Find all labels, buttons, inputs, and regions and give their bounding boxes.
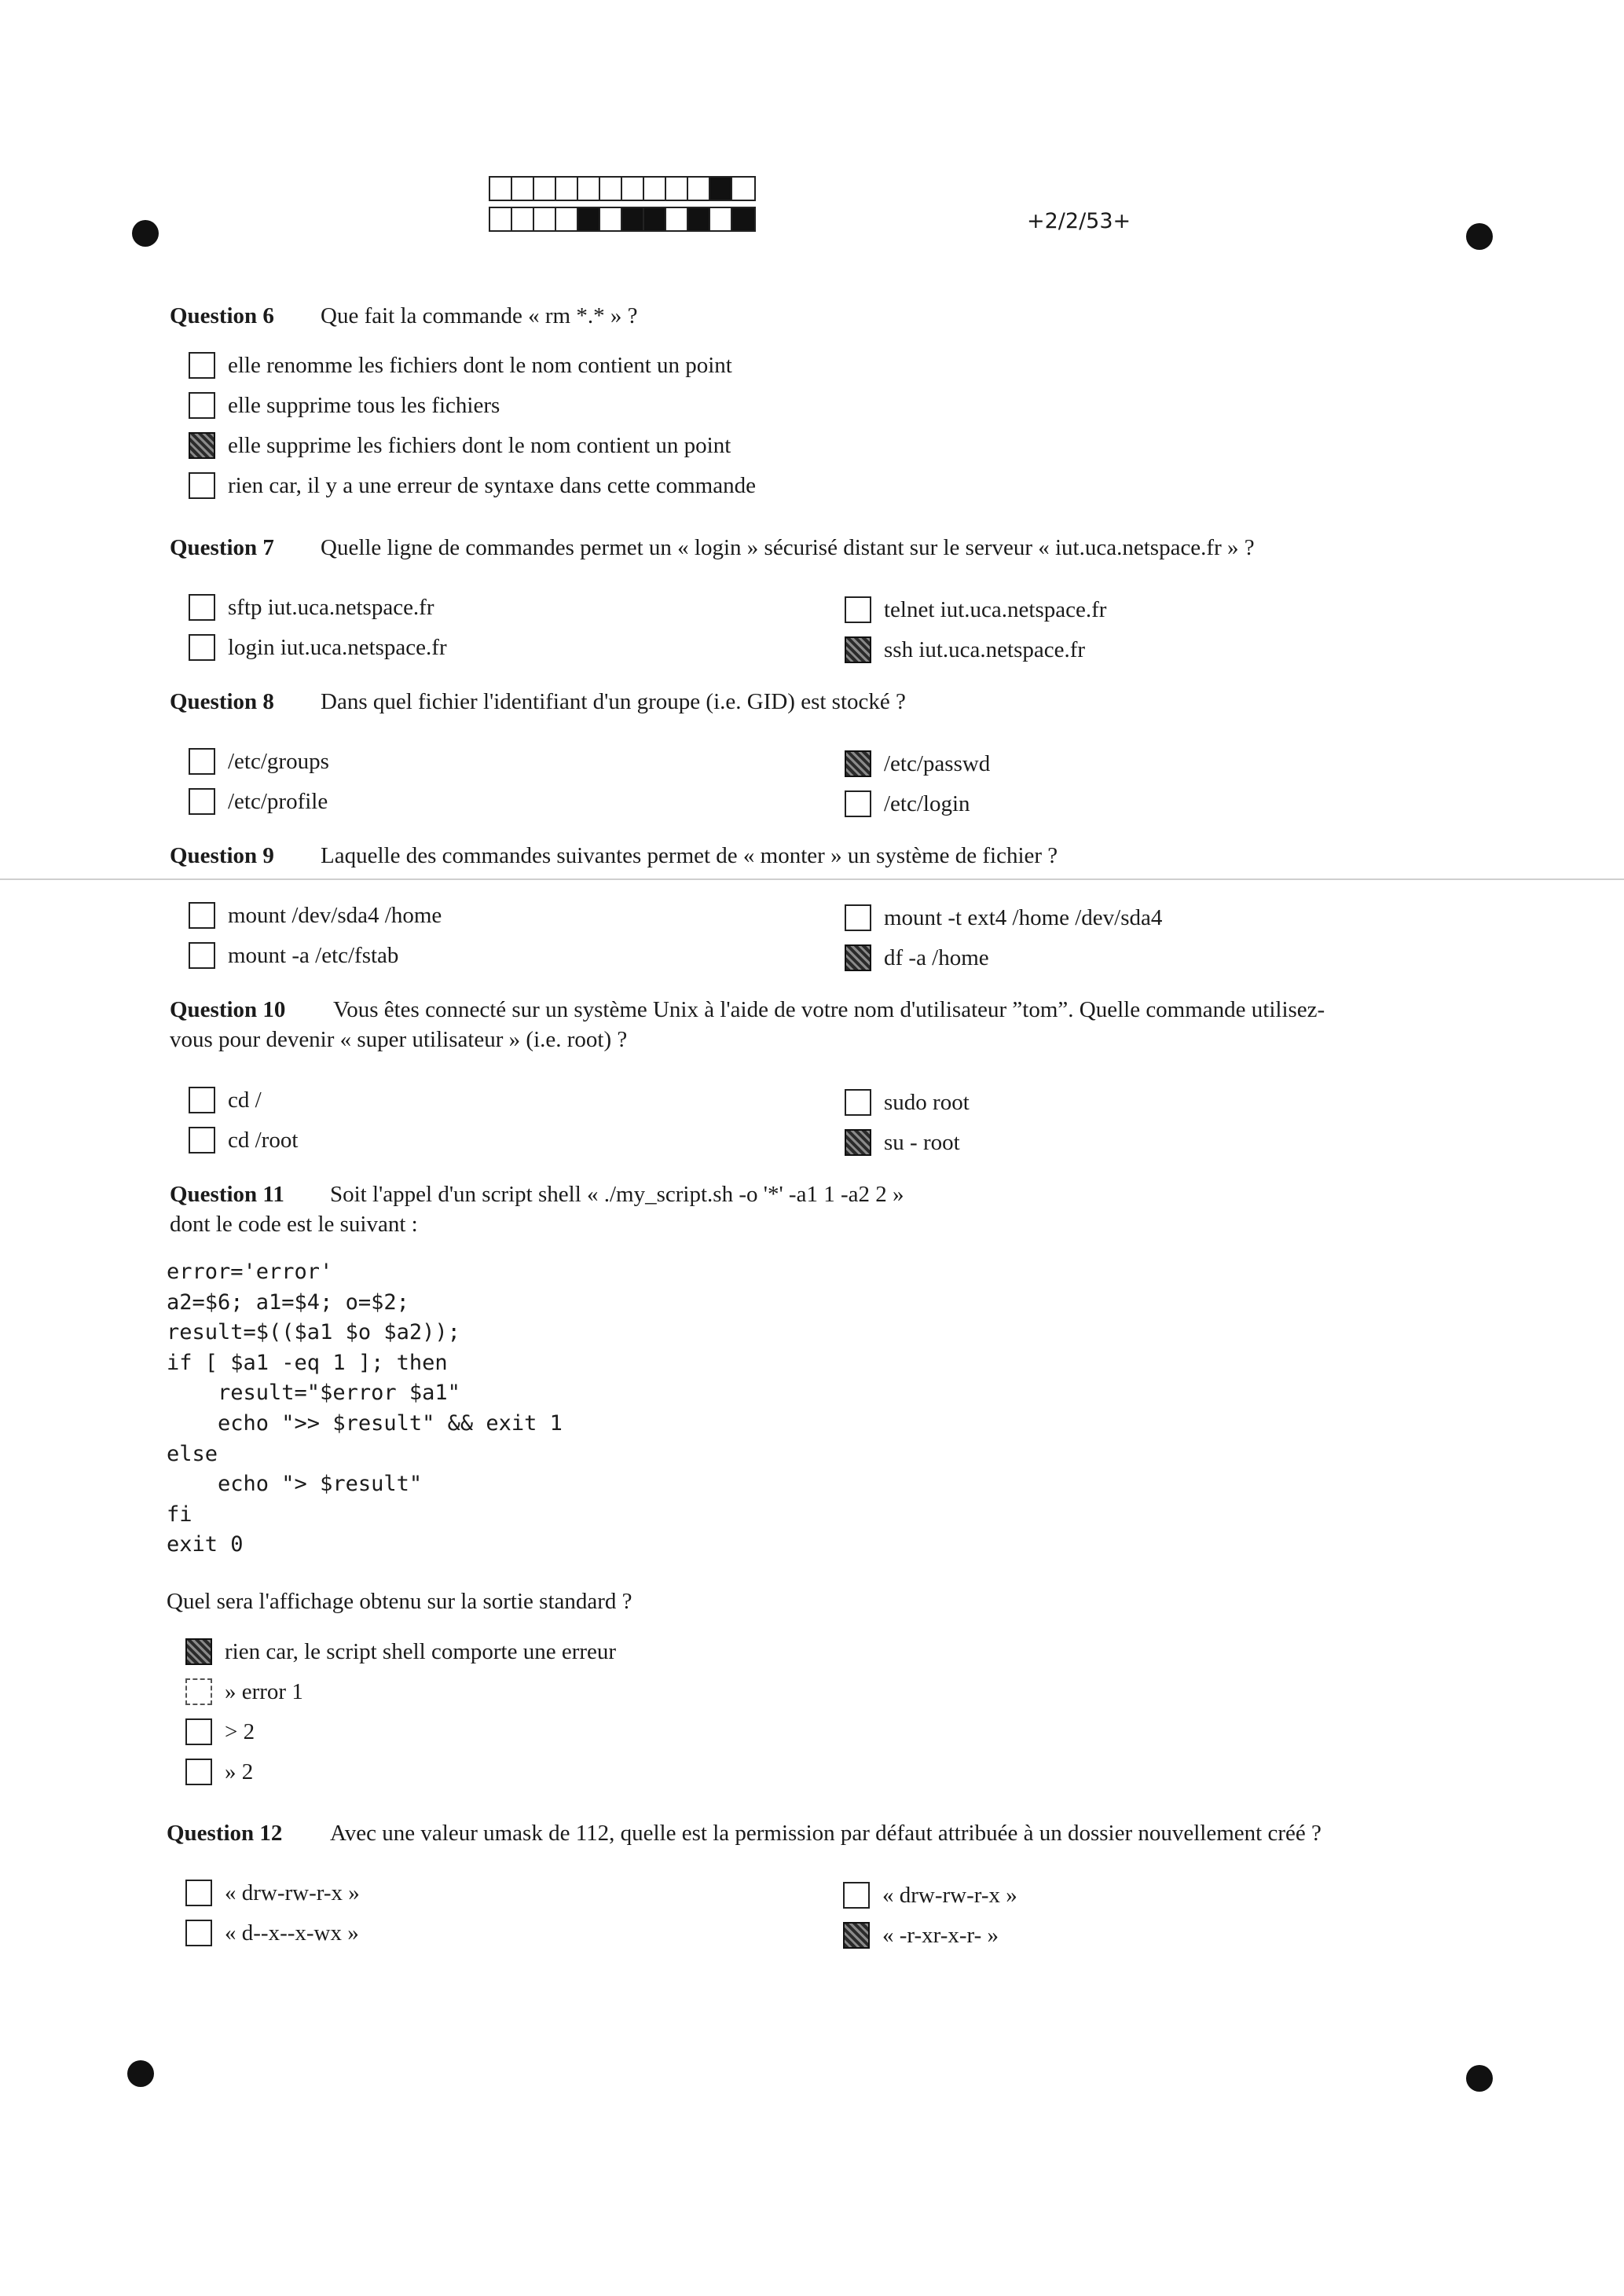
option-label: sftp iut.uca.netspace.fr <box>228 594 434 620</box>
q12-option-1[interactable] <box>185 1880 360 1906</box>
checkbox[interactable] <box>845 790 871 817</box>
checkbox[interactable] <box>189 472 215 499</box>
checkbox-checked[interactable] <box>845 636 871 663</box>
q7-option-3[interactable] <box>845 596 1106 623</box>
question-8-text: Dans quel fichier l'identifiant d'un groupe (i.e. GID) est stocké ? <box>321 689 906 714</box>
barcode-cell <box>512 208 534 230</box>
barcode-cell <box>732 178 754 200</box>
barcode-cell <box>622 178 644 200</box>
option-label: login iut.uca.netspace.fr <box>228 634 447 660</box>
q9-option-2[interactable] <box>189 942 398 969</box>
option-label: ssh iut.uca.netspace.fr <box>884 636 1086 662</box>
question-11-text-line2: dont le code est le suivant : <box>170 1212 418 1237</box>
q6-option-4[interactable] <box>189 472 756 499</box>
checkbox[interactable] <box>845 1089 871 1116</box>
checkbox[interactable] <box>189 634 215 661</box>
question-10-text-line2: vous pour devenir « super utilisateur » (i.e. root) ? <box>170 1027 628 1052</box>
q10-option-3[interactable] <box>845 1089 970 1116</box>
q9-option-1[interactable] <box>189 902 442 929</box>
checkbox[interactable] <box>185 1718 212 1745</box>
option-label: « drw-rw-r-x » <box>882 1882 1017 1908</box>
option-label: elle renomme les fichiers dont le nom contient un point <box>228 352 732 378</box>
question-8-label: Question 8 <box>170 689 274 714</box>
q8-option-1[interactable] <box>189 748 329 775</box>
checkbox-checked[interactable] <box>185 1638 212 1665</box>
page-id: +2/2/53+ <box>1027 209 1131 233</box>
barcode-cell <box>732 208 754 230</box>
question-7-label: Question 7 <box>170 535 274 560</box>
checkbox-checked[interactable] <box>845 944 871 971</box>
barcode-cell <box>578 178 600 200</box>
checkbox[interactable] <box>189 788 215 815</box>
option-label: mount -a /etc/fstab <box>228 942 399 968</box>
checkbox[interactable] <box>189 1087 215 1113</box>
q7-option-2[interactable] <box>189 634 447 661</box>
barcode-cell <box>556 178 578 200</box>
registration-mark-bottom-left <box>127 2060 154 2087</box>
barcode-cell <box>534 208 556 230</box>
barcode-cell <box>644 208 666 230</box>
option-label: sudo root <box>884 1089 970 1115</box>
checkbox[interactable] <box>185 1678 212 1705</box>
checkbox[interactable] <box>189 748 215 775</box>
registration-mark-top-right <box>1466 223 1493 250</box>
q6-option-3[interactable] <box>189 432 731 459</box>
q9-option-3[interactable] <box>845 904 1162 931</box>
option-label: telnet iut.uca.netspace.fr <box>884 596 1107 622</box>
question-6-label: Question 6 <box>170 303 274 328</box>
question-9-text: Laquelle des commandes suivantes permet de « monter » un système de fichier ? <box>321 843 1058 868</box>
barcode-cell <box>534 178 556 200</box>
question-11-prompt: Quel sera l'affichage obtenu sur la sortie standard ? <box>167 1589 632 1614</box>
barcode-cell <box>688 208 710 230</box>
option-label: /etc/passwd <box>884 750 991 776</box>
q12-option-3[interactable] <box>843 1882 1017 1909</box>
question-12-label: Question 12 <box>167 1821 283 1846</box>
question-9-label: Question 9 <box>170 843 274 868</box>
barcode-cell <box>556 208 578 230</box>
barcode-cell <box>490 178 512 200</box>
q12-option-2[interactable] <box>185 1920 359 1946</box>
option-label: « drw-rw-r-x » <box>225 1880 360 1905</box>
checkbox-checked[interactable] <box>843 1922 870 1949</box>
q7-option-1[interactable] <box>189 594 434 621</box>
checkbox[interactable] <box>845 904 871 931</box>
q12-option-4[interactable] <box>843 1922 999 1949</box>
option-label: elle supprime tous les fichiers <box>228 392 500 418</box>
q8-option-4[interactable] <box>845 790 970 817</box>
barcode-cell <box>512 178 534 200</box>
barcode-bottom <box>489 207 756 232</box>
option-label: /etc/groups <box>228 748 329 774</box>
option-label: » error 1 <box>225 1678 303 1704</box>
question-7-text: Quelle ligne de commandes permet un « login » sécurisé distant sur le serveur « iut.uca.netspace.fr » ? <box>321 535 1255 560</box>
checkbox[interactable] <box>185 1880 212 1906</box>
q11-option-2[interactable] <box>185 1678 303 1705</box>
q8-option-3[interactable] <box>845 750 990 777</box>
q7-option-4[interactable] <box>845 636 1085 663</box>
option-label: mount -t ext4 /home /dev/sda4 <box>884 904 1163 930</box>
checkbox[interactable] <box>185 1920 212 1946</box>
option-label: /etc/profile <box>228 788 328 814</box>
option-label: cd / <box>228 1087 262 1113</box>
option-label: cd /root <box>228 1127 299 1153</box>
checkbox-checked[interactable] <box>845 750 871 777</box>
checkbox[interactable] <box>845 596 871 623</box>
shell-script-code: error='error' a2=$6; a1=$4; o=$2; result=$(($a1 $o $a2)); if [ $a1 -eq 1 ]; then result="$error $a1" echo ">> $result" && exit 1 else echo "> $result" fi exit 0 <box>167 1260 563 1557</box>
barcode-cell <box>710 178 732 200</box>
q11-option-1[interactable] <box>185 1638 616 1665</box>
question-10-text-line1: Vous êtes connecté sur un système Unix à l'aide de votre nom d'utilisateur ”tom”. Quelle commande utilisez- <box>333 997 1325 1022</box>
checkbox[interactable] <box>189 352 215 379</box>
checkbox[interactable] <box>843 1882 870 1909</box>
option-label: /etc/login <box>884 790 970 816</box>
q8-option-2[interactable] <box>189 788 328 815</box>
checkbox[interactable] <box>189 902 215 929</box>
question-12-text: Avec une valeur umask de 112, quelle est la permission par défaut attribuée à un dossier nouvellement créé ? <box>330 1821 1322 1846</box>
checkbox[interactable] <box>189 594 215 621</box>
checkbox-checked[interactable] <box>189 432 215 459</box>
option-label: rien car, le script shell comporte une erreur <box>225 1638 617 1664</box>
q6-option-2[interactable] <box>189 392 500 419</box>
option-label: > 2 <box>225 1718 255 1744</box>
checkbox-checked[interactable] <box>845 1129 871 1156</box>
registration-mark-top-left <box>132 220 159 247</box>
question-11-label: Question 11 <box>170 1182 284 1207</box>
checkbox[interactable] <box>189 1127 215 1154</box>
q9-option-4[interactable] <box>845 944 989 971</box>
option-label: mount /dev/sda4 /home <box>228 902 442 928</box>
q11-option-4[interactable] <box>185 1759 253 1785</box>
option-label: » 2 <box>225 1759 254 1784</box>
barcode-cell <box>600 178 622 200</box>
question-11-text-line1: Soit l'appel d'un script shell « ./my_script.sh -o '*' -a1 1 -a2 2 » <box>330 1182 904 1207</box>
q6-option-1[interactable] <box>189 352 732 379</box>
barcode-cell <box>666 178 688 200</box>
barcode-cell <box>490 208 512 230</box>
q10-option-2[interactable] <box>189 1127 298 1154</box>
barcode-cell <box>578 208 600 230</box>
registration-mark-bottom-right <box>1466 2065 1493 2092</box>
scan-line <box>0 878 1624 880</box>
checkbox[interactable] <box>189 392 215 419</box>
option-label: « -r-xr-x-r- » <box>882 1922 999 1948</box>
q10-option-1[interactable] <box>189 1087 262 1113</box>
checkbox[interactable] <box>185 1759 212 1785</box>
option-label: rien car, il y a une erreur de syntaxe dans cette commande <box>228 472 756 498</box>
barcode-cell <box>622 208 644 230</box>
barcode-top <box>489 176 756 201</box>
option-label: df -a /home <box>884 944 989 970</box>
barcode-cell <box>600 208 622 230</box>
question-6-text: Que fait la commande « rm *.* » ? <box>321 303 638 328</box>
option-label: elle supprime les fichiers dont le nom contient un point <box>228 432 731 458</box>
option-label: su - root <box>884 1129 960 1155</box>
barcode-cell <box>666 208 688 230</box>
question-10-label: Question 10 <box>170 997 286 1022</box>
barcode-cell <box>644 178 666 200</box>
option-label: « d--x--x-wx » <box>225 1920 359 1946</box>
q10-option-4[interactable] <box>845 1129 960 1156</box>
q11-option-3[interactable] <box>185 1718 255 1745</box>
barcode-cell <box>688 178 710 200</box>
barcode-cell <box>710 208 732 230</box>
checkbox[interactable] <box>189 942 215 969</box>
